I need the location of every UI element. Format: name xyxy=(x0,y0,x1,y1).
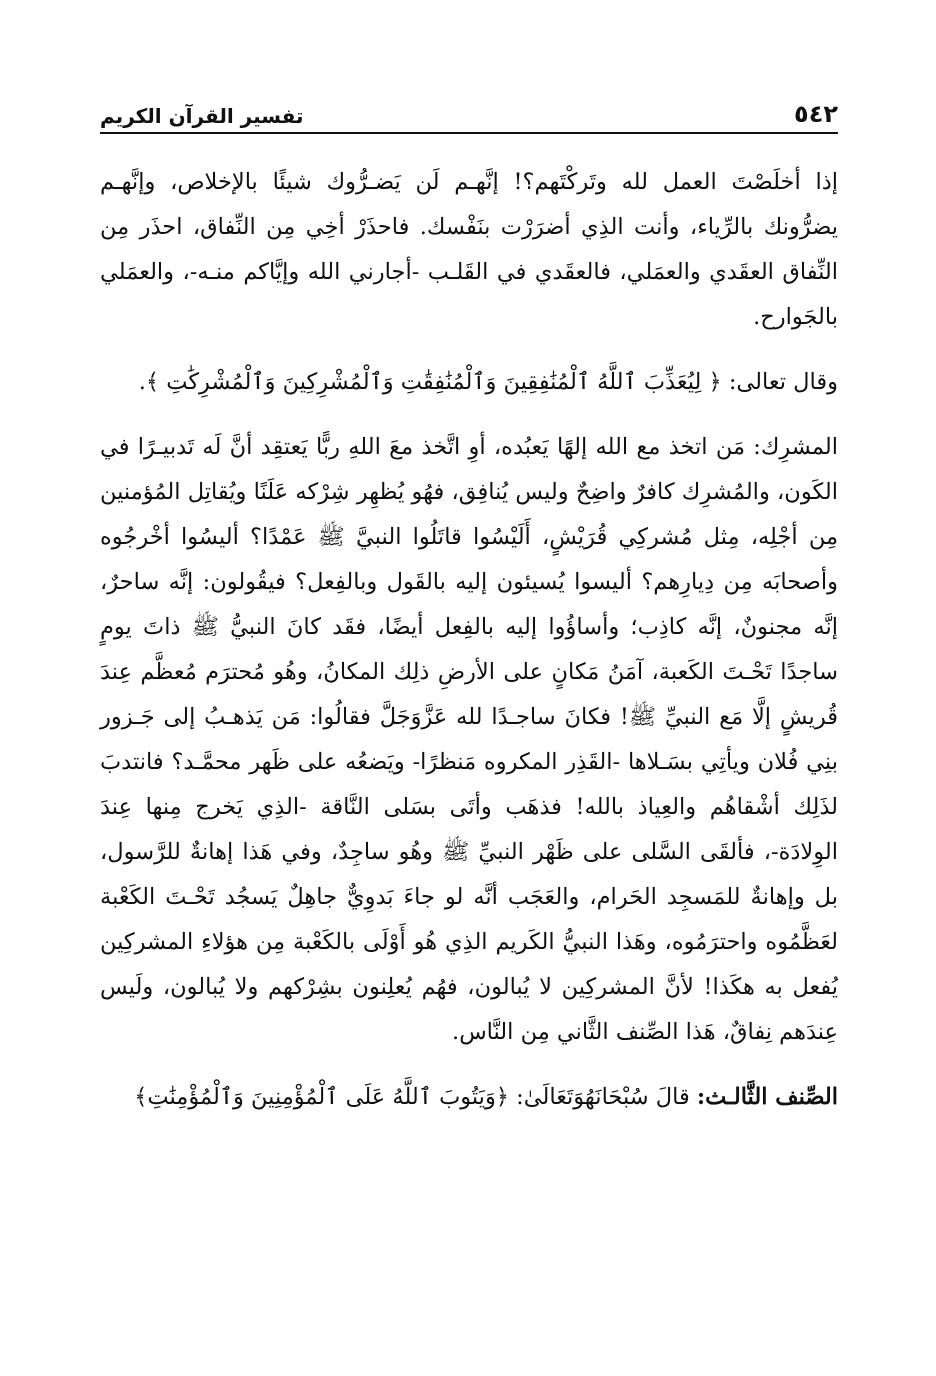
paragraph-3: المشرِك: مَن اتخذ مع الله إلهًا يَعبُده، أوِ اتَّخذ معَ اللهِ ربًّا يَعتقِد أنَّ لَه تَدبيـرًا في الكَون، والمُشرِك كافرٌ واضِحٌ وليس يُنافِق، فهُو يُظهِر شِرْكه عَلَنًا ويُقاتِل المُؤمنين مِن أجْلِه، مِثل مُشركِي قُرَيْشٍ، أَلَيْسُوا قاتَلُوا النبيَّ ﷺ عَمْدًا؟ أليسُوا أخْرجُوه وأصحابَه مِن دِيارِهم؟ أليسوا يُسيئون إليه بالقَول وبالفِعل؟ فيقُولون: إنَّه ساحرٌ، إنَّه مجنونٌ، إنَّه كاذِب؛ وأساؤُوا إليه بالفِعل أيضًا، فقَد كانَ النبيُّ ﷺ ذاتَ يومٍ ساجدًا تَحْـتَ الكَعبة، آمَنُ مَكانٍ على الأرضِ ذلِك المكانُ، وهُو مُحترَم مُعظَّم عِندَ قُريشٍ إلَّا مَع النبيِّ ﷺ! فكانَ ساجـدًا لله عَزَّوَجَلَّ فقالُوا: مَن يَذهـبُ إلى جَـزور بنِي فُلان ويأتِي بسَـلاها -القَذِر المكروه مَنظرًا- ويَضعُه على ظَهر محمَّـد؟ فانتدبَ لذَلِك أشْقاهُم والعِياذ بالله! فذهَب وأتَى بسَلى النَّاقة -الذِي يَخرج مِنها عِندَ الوِلادَة-، فألقَى السَّلى على ظَهْر النبيِّ ﷺ وهُو ساجِدٌ، وفي هَذا إهانةٌ للرَّسول، بل وإهانةٌ للمَسجِد الحَرام، والعَجَب أنَّه لو جاءَ بَدوِيٌّ جاهِلٌ يَسجُد تَحْـتَ الكَعْبة لعَظَّمُوه واحترَمُوه، وهَذا النبيُّ الكَريم الذِي هُو أَوْلَى بالكَعْبة مِن هؤلاءِ المشركِين يُفعل به هكَذا! لأنَّ المشركِين لا يُبالون، فهُم يُعلِنون بشِرْكهم ولا يُبالون، ولَيس عِندَهم نِفاقٌ، هَذا الصِّنف الثَّاني مِن النَّاس. xyxy=(100,434,838,1045)
document-page xyxy=(100,0,838,1376)
running-title: تفسير القرآن الكريم xyxy=(100,104,304,128)
paragraph-2: وقال تعالى: ﴿ لِيُعَذِّبَ ٱللَّهُ ٱلْمُنَٰفِقِينَ وَٱلْمُنَٰفِقَٰتِ وَٱلْمُشْرِكِينَ وَٱلْمُشْرِكَٰتِ ﴾. xyxy=(138,369,838,395)
body-text xyxy=(100,160,838,1120)
final-line-text: قالَ سُبْحَانَهُوَتَعَالَىٰ: ﴿وَيَتُوبَ ٱللَّهُ عَلَى ٱلْمُؤْمِنِينَ وَٱلْمُؤْمِنَٰتِ﴾ xyxy=(134,1084,690,1110)
page-number: ٥٤٢ xyxy=(794,100,838,128)
final-line xyxy=(100,1075,838,1120)
section-label: الصِّنف الثَّالـث: xyxy=(696,1084,838,1110)
page-header xyxy=(100,92,838,134)
paragraph-1: إذا أخلَصْتَ العمل لله وتَركْتَهم؟! إنَّهـم لَن يَضـرُّوك شيئًا بالإخلاص، وإنَّهـم يضرُّونك بالرِّياء، وأنت الذِي أضرَرْت بنَفْسك. فاحذَرْ أخِي مِن النِّفاق، احذَر مِن النِّفاق العقَدي والعمَلي، فالعقَدي في القَلـب -أجارني الله وإيَّاكم منـه-، والعمَلي بالجَوارح. xyxy=(100,169,838,330)
